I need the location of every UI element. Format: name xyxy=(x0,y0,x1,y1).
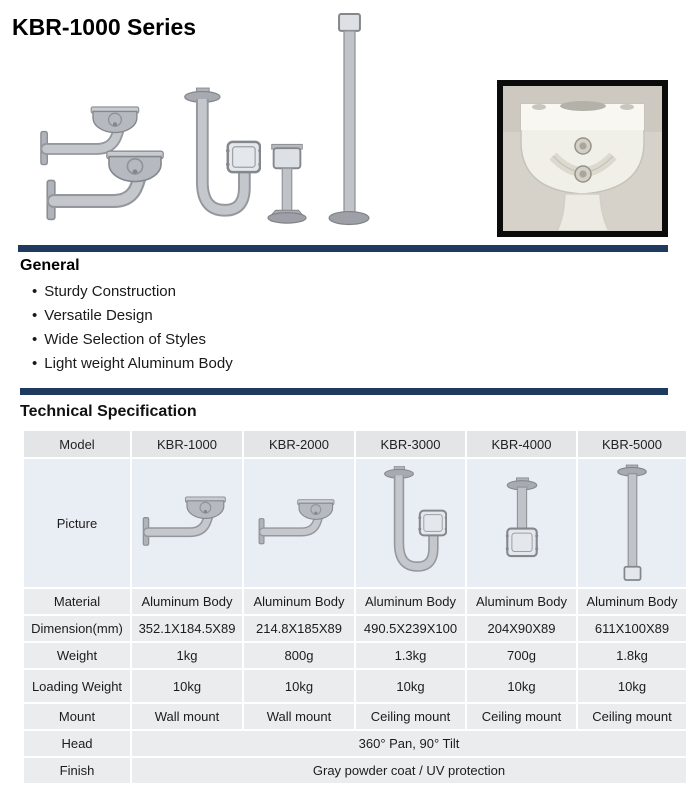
table-row-loading-weight xyxy=(24,670,686,702)
table-row-head xyxy=(24,731,686,756)
technical-specification-heading: Technical Specification xyxy=(20,403,197,420)
table-row-finish xyxy=(24,758,686,783)
kbr-3000-picture xyxy=(359,461,462,585)
general-heading: General xyxy=(20,257,80,274)
pedestal-mount-image xyxy=(266,143,308,225)
material-value: Aluminum Body xyxy=(244,589,354,614)
head-value: 360° Pan, 90° Tilt xyxy=(132,731,686,756)
kbr-1000-picture xyxy=(135,461,239,585)
table-row-mount xyxy=(24,704,686,729)
table-header-row xyxy=(24,431,686,457)
finish-value: Gray powder coat / UV protection xyxy=(132,758,686,783)
row-label-mount: Mount xyxy=(24,704,130,729)
column-header-kbr2000: KBR-2000 xyxy=(244,431,354,457)
weight-value: 800g xyxy=(244,643,354,668)
hero-section xyxy=(0,0,693,245)
dimension-value: 214.8X185X89 xyxy=(244,616,354,641)
list-item: • Wide Selection of Styles xyxy=(32,331,207,348)
material-value: Aluminum Body xyxy=(578,589,686,614)
pole-mount-image xyxy=(327,13,371,227)
bullet-icon: • xyxy=(32,331,38,348)
column-header-kbr3000: KBR-3000 xyxy=(356,431,465,457)
mount-value: Ceiling mount xyxy=(467,704,576,729)
mount-value: Wall mount xyxy=(132,704,242,729)
mount-value: Wall mount xyxy=(244,704,354,729)
material-value: Aluminum Body xyxy=(467,589,576,614)
dimension-value: 204X90X89 xyxy=(467,616,576,641)
wall-bracket-lower-image xyxy=(44,150,174,226)
weight-value: 1.8kg xyxy=(578,643,686,668)
technical-specification-table xyxy=(22,429,688,785)
row-label-picture: Picture xyxy=(24,459,130,587)
divider-bar-bottom xyxy=(20,388,668,395)
loading-weight-value: 10kg xyxy=(467,670,576,702)
mount-value: Ceiling mount xyxy=(578,704,686,729)
j-ceiling-mount-image xyxy=(173,86,261,228)
column-header-kbr5000: KBR-5000 xyxy=(578,431,686,457)
dimension-value: 490.5X239X100 xyxy=(356,616,465,641)
kbr-2000-picture xyxy=(247,461,351,585)
bullet-icon: • xyxy=(32,307,38,324)
bracket-head-closeup-photo xyxy=(497,80,668,237)
bullet-icon: • xyxy=(32,355,38,372)
dimension-value: 611X100X89 xyxy=(578,616,686,641)
weight-value: 700g xyxy=(467,643,576,668)
kbr-4000-picture xyxy=(470,461,573,585)
material-value: Aluminum Body xyxy=(132,589,242,614)
row-label-finish: Finish xyxy=(24,758,130,783)
kbr-5000-picture xyxy=(581,461,683,585)
row-label-dimension: Dimension(mm) xyxy=(24,616,130,641)
row-label-head: Head xyxy=(24,731,130,756)
weight-value: 1kg xyxy=(132,643,242,668)
column-header-kbr4000: KBR-4000 xyxy=(467,431,576,457)
table-row-material xyxy=(24,589,686,614)
list-item: • Versatile Design xyxy=(32,307,153,324)
loading-weight-value: 10kg xyxy=(132,670,242,702)
table-row-picture xyxy=(24,459,686,587)
general-bullet-list xyxy=(32,280,693,376)
bullet-icon: • xyxy=(32,283,38,300)
list-item: • Sturdy Construction xyxy=(32,283,176,300)
general-section xyxy=(0,252,693,376)
loading-weight-value: 10kg xyxy=(578,670,686,702)
material-value: Aluminum Body xyxy=(356,589,465,614)
column-header-model: Model xyxy=(24,431,130,457)
table-row-weight xyxy=(24,643,686,668)
divider-bar-top xyxy=(18,245,668,252)
row-label-loading-weight: Loading Weight xyxy=(24,670,130,702)
row-label-weight: Weight xyxy=(24,643,130,668)
loading-weight-value: 10kg xyxy=(244,670,354,702)
list-item: • Light weight Aluminum Body xyxy=(32,355,233,372)
dimension-value: 352.1X184.5X89 xyxy=(132,616,242,641)
page-title: KBR-1000 Series xyxy=(12,14,197,40)
column-header-kbr1000: KBR-1000 xyxy=(132,431,242,457)
row-label-material: Material xyxy=(24,589,130,614)
weight-value: 1.3kg xyxy=(356,643,465,668)
table-row-dimension xyxy=(24,616,686,641)
mount-value: Ceiling mount xyxy=(356,704,465,729)
loading-weight-value: 10kg xyxy=(356,670,465,702)
